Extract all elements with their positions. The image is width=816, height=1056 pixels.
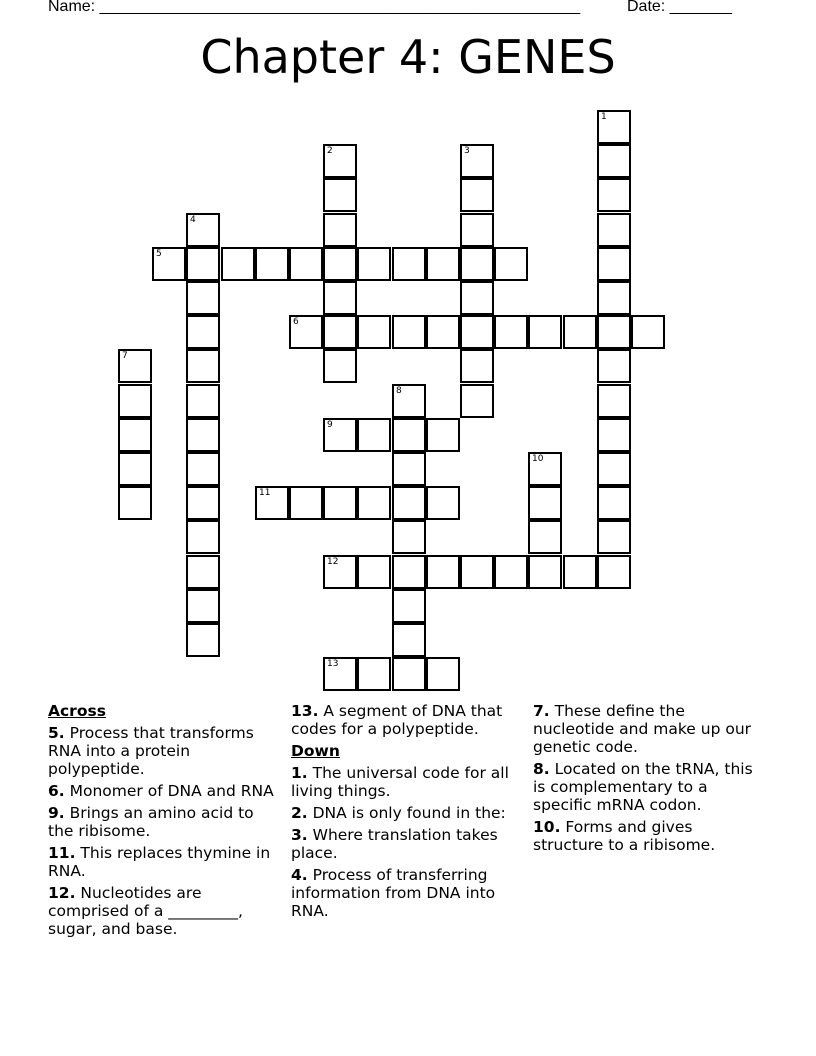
crossword-cell[interactable]	[152, 247, 186, 281]
crossword-cell[interactable]	[392, 315, 426, 349]
crossword-cell[interactable]	[255, 486, 289, 520]
clue-down-4: 4. Process of transferring information from DNA into RNA.	[291, 866, 496, 920]
crossword-cell[interactable]	[186, 589, 220, 623]
across-heading: Across	[48, 702, 106, 720]
date-label: Date:	[627, 0, 666, 15]
crossword-cell[interactable]	[392, 555, 426, 589]
crossword-cell[interactable]	[460, 213, 494, 247]
crossword-cell[interactable]	[494, 315, 528, 349]
crossword-cell[interactable]	[597, 281, 631, 315]
crossword-cell[interactable]	[118, 486, 152, 520]
clue-down-2: 2. DNA is only found in the:	[291, 804, 506, 822]
crossword-cell[interactable]	[460, 144, 494, 178]
clue-number: 9	[327, 420, 333, 430]
crossword-cell[interactable]	[563, 315, 597, 349]
crossword-cell[interactable]	[118, 349, 152, 383]
clue-number: 1	[601, 112, 607, 122]
crossword-cell[interactable]	[528, 555, 562, 589]
crossword-cell[interactable]	[186, 486, 220, 520]
crossword-cell[interactable]	[597, 247, 631, 281]
crossword-cell[interactable]	[494, 247, 528, 281]
crossword-cell[interactable]	[323, 418, 357, 452]
crossword-cell[interactable]	[357, 555, 391, 589]
crossword-cell[interactable]	[528, 315, 562, 349]
crossword-cell[interactable]	[392, 623, 426, 657]
crossword-cell[interactable]	[323, 555, 357, 589]
crossword-cell[interactable]	[426, 555, 460, 589]
name-blank: ______________________________________________________	[99, 0, 581, 15]
crossword-cell[interactable]	[392, 452, 426, 486]
crossword-cell[interactable]	[460, 247, 494, 281]
crossword-cell[interactable]	[186, 623, 220, 657]
clue-down-7: 7. These define the nucleotide and make up our genetic code.	[533, 702, 752, 756]
crossword-cell[interactable]	[392, 589, 426, 623]
crossword-cell[interactable]	[118, 418, 152, 452]
clue-across-12: 12. Nucleotides are comprised of a _________, sugar, and base.	[48, 884, 243, 938]
clue-number: 10	[532, 454, 544, 464]
crossword-cell[interactable]	[392, 486, 426, 520]
crossword-cell[interactable]	[289, 247, 323, 281]
clue-number: 3	[464, 146, 470, 156]
crossword-cell[interactable]	[597, 110, 631, 144]
crossword-cell[interactable]	[186, 384, 220, 418]
crossword-cell[interactable]	[186, 315, 220, 349]
crossword-cell[interactable]	[323, 657, 357, 691]
crossword-cell[interactable]	[597, 349, 631, 383]
crossword-cell[interactable]	[357, 247, 391, 281]
clue-number: 7	[122, 351, 128, 361]
crossword-cell[interactable]	[186, 213, 220, 247]
crossword-cell[interactable]	[255, 247, 289, 281]
crossword-cell[interactable]	[357, 486, 391, 520]
crossword-cell[interactable]	[460, 315, 494, 349]
crossword-cell[interactable]	[186, 452, 220, 486]
crossword-cell[interactable]	[563, 555, 597, 589]
crossword-cell[interactable]	[186, 418, 220, 452]
clue-down-1: 1. The universal code for all living things.	[291, 764, 509, 800]
crossword-cell[interactable]	[597, 315, 631, 349]
clue-number: 11	[259, 488, 271, 498]
crossword-cell[interactable]	[597, 213, 631, 247]
crossword-cell[interactable]	[426, 315, 460, 349]
crossword-cell[interactable]	[186, 281, 220, 315]
clue-across-5: 5. Process that transforms RNA into a protein polypeptide.	[48, 724, 254, 778]
clue-number: 4	[190, 215, 196, 225]
crossword-cell[interactable]	[631, 315, 665, 349]
clue-across-13: 13. A segment of DNA that codes for a polypeptide.	[291, 702, 503, 738]
crossword-cell[interactable]	[426, 247, 460, 281]
crossword-cell[interactable]	[426, 418, 460, 452]
clue-number: 5	[156, 249, 162, 259]
crossword-cell[interactable]	[323, 144, 357, 178]
crossword-cell[interactable]	[186, 349, 220, 383]
crossword-cell[interactable]	[118, 452, 152, 486]
clue-across-11: 11. This replaces thymine in RNA.	[48, 844, 271, 880]
crossword-cell[interactable]	[597, 144, 631, 178]
crossword-cell[interactable]	[323, 247, 357, 281]
crossword-cell[interactable]	[494, 555, 528, 589]
clues-column-1	[48, 702, 276, 942]
crossword-cell[interactable]	[426, 486, 460, 520]
crossword-cell[interactable]	[186, 520, 220, 554]
crossword-cell[interactable]	[597, 520, 631, 554]
page-title: Chapter 4: GENES	[200, 30, 616, 84]
crossword-cell[interactable]	[323, 486, 357, 520]
crossword-cell[interactable]	[323, 213, 357, 247]
crossword-cell[interactable]	[357, 418, 391, 452]
crossword-cell[interactable]	[323, 315, 357, 349]
crossword-cell[interactable]	[460, 555, 494, 589]
crossword-cell[interactable]	[289, 486, 323, 520]
crossword-cell[interactable]	[392, 247, 426, 281]
crossword-cell[interactable]	[392, 657, 426, 691]
crossword-cell[interactable]	[392, 418, 426, 452]
crossword-cell[interactable]	[597, 178, 631, 212]
clues-column-3	[533, 702, 761, 858]
clue-number: 2	[327, 146, 333, 156]
crossword-cell[interactable]	[528, 520, 562, 554]
clue-number: 13	[327, 659, 339, 669]
crossword-cell[interactable]	[528, 452, 562, 486]
down-heading: Down	[291, 742, 340, 760]
crossword-cell[interactable]	[460, 178, 494, 212]
crossword-cell[interactable]	[460, 384, 494, 418]
crossword-cell[interactable]	[357, 315, 391, 349]
crossword-cell[interactable]	[597, 418, 631, 452]
clue-across-9: 9. Brings an amino acid to the ribisome.	[48, 804, 254, 840]
clue-down-8: 8. Located on the tRNA, this is complementary to a specific mRNA codon.	[533, 760, 753, 814]
crossword-cell[interactable]	[289, 315, 323, 349]
crossword-cell[interactable]	[528, 486, 562, 520]
crossword-cell[interactable]	[186, 555, 220, 589]
crossword-cell[interactable]	[118, 384, 152, 418]
crossword-cell[interactable]	[597, 452, 631, 486]
clues-column-2	[291, 702, 519, 924]
crossword-cell[interactable]	[357, 657, 391, 691]
crossword-cell[interactable]	[221, 247, 255, 281]
crossword-cell[interactable]	[323, 281, 357, 315]
crossword-cell[interactable]	[597, 486, 631, 520]
crossword-cell[interactable]	[597, 384, 631, 418]
clue-down-3: 3. Where translation takes place.	[291, 826, 498, 862]
crossword-cell[interactable]	[186, 247, 220, 281]
crossword-cell[interactable]	[323, 178, 357, 212]
crossword-cell[interactable]	[460, 349, 494, 383]
clue-number: 12	[327, 557, 339, 567]
crossword-cell[interactable]	[392, 520, 426, 554]
clue-down-10: 10. Forms and gives structure to a ribisome.	[533, 818, 716, 854]
crossword-cell[interactable]	[460, 281, 494, 315]
crossword-cell[interactable]	[323, 349, 357, 383]
name-label: Name:	[48, 0, 96, 15]
clue-number: 6	[293, 317, 299, 327]
crossword-cell[interactable]	[597, 555, 631, 589]
clue-across-6: 6. Monomer of DNA and RNA	[48, 782, 274, 800]
crossword-cell[interactable]	[392, 384, 426, 418]
crossword-cell[interactable]	[426, 657, 460, 691]
clue-number: 8	[396, 386, 402, 396]
date-blank: _______	[669, 0, 732, 15]
